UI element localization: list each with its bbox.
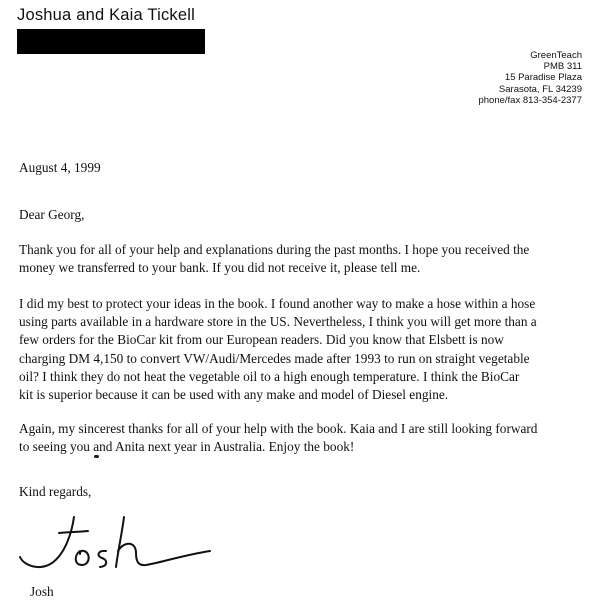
address-mailbox: PMB 311 [543, 61, 582, 73]
body-paragraph-3 [19, 420, 599, 456]
paragraph-line: few orders for the BioCar kit from our European readers. Did you know that Elsbett is now [19, 332, 504, 348]
address-city-state-zip: Sarasota, FL 34239 [498, 83, 582, 95]
sender-address-block [478, 50, 582, 106]
paragraph-line: Thank you for all of your help and explanations during the past months. I hope you received the [19, 242, 530, 257]
paragraph-line: charging DM 4,150 to convert VW/Audi/Mercedes made after 1993 to run on straight vegetable [19, 350, 530, 366]
address-organization: GreenTeach [530, 50, 582, 61]
paragraph-line: money we transferred to your bank. If you did not receive it, please tell me. [19, 260, 421, 276]
paragraph-line: kit is superior because it can be used with any make and model of Diesel engine. [19, 387, 449, 403]
letter-date: August 4, 1999 [19, 160, 101, 175]
redaction-bar [17, 29, 205, 54]
paragraph-line: to seeing you and Anita next year in Australia. Enjoy the book! [19, 439, 355, 455]
paragraph-line: I did my best to protect your ideas in the book. I found another way to make a hose within a hose [19, 296, 536, 311]
ink-speck [94, 455, 99, 458]
body-paragraph-1 [19, 241, 599, 277]
body-paragraph-2 [19, 295, 599, 404]
address-phone-fax: phone/fax 813-354-2377 [478, 94, 582, 106]
paragraph-line: oil? I think they do not heat the vegetable oil to a high enough temperature. I think the BioCar [19, 368, 520, 384]
signer-name: Josh [30, 584, 54, 599]
handwritten-signature [14, 511, 214, 575]
paragraph-line: using parts available in a hardware store in the US. Nevertheless, I think you will get more than a [19, 314, 537, 330]
closing: Kind regards, [19, 484, 92, 499]
letterhead-name: Joshua and Kaia Tickell [17, 6, 195, 24]
salutation: Dear Georg, [19, 207, 85, 222]
address-street: 15 Paradise Plaza [504, 72, 582, 84]
paragraph-line: Again, my sincerest thanks for all of your help with the book. Kaia and I are still looking forward [19, 421, 538, 436]
